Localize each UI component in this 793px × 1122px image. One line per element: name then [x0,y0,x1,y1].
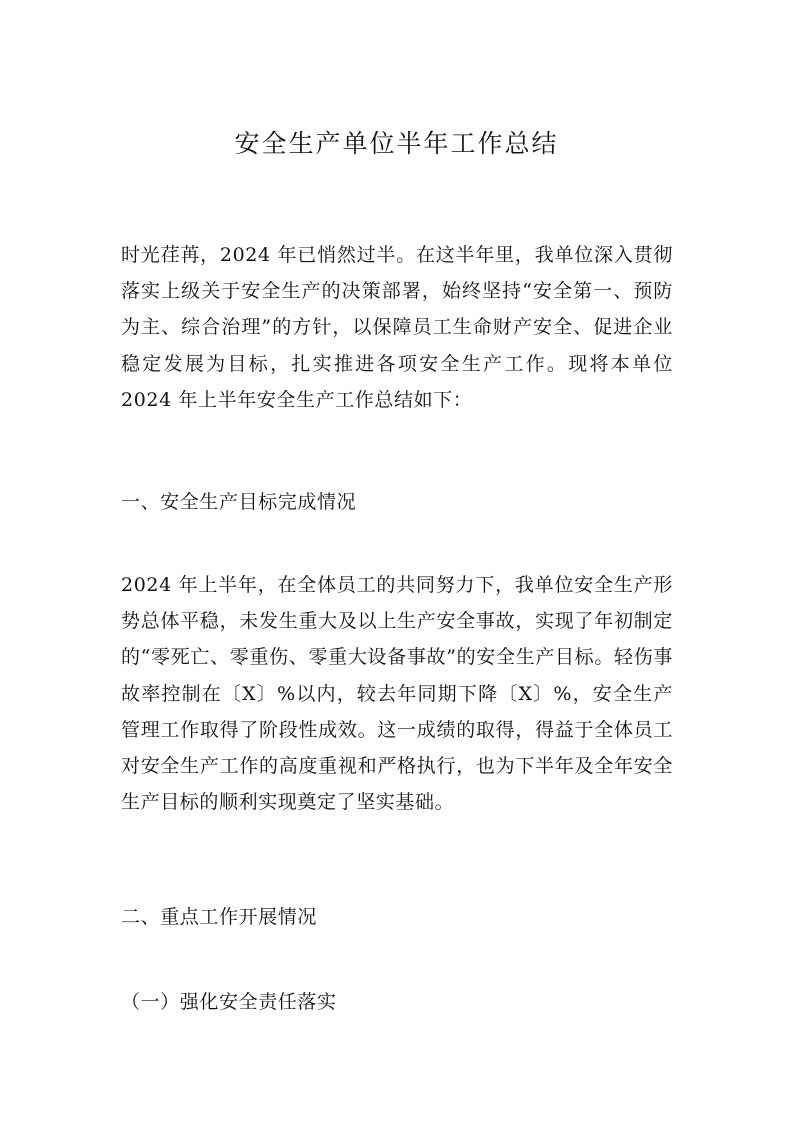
document-title: 安全生产单位半年工作总结 [234,129,559,158]
section-1-heading: 一、安全生产目标完成情况 [121,491,357,513]
section-2-subheading-1: （一）强化安全责任落实 [121,991,337,1013]
intro-paragraph: 时光荏苒，2024 年已悄然过半。在这半年里，我单位深入贯彻落实上级关于安全生产的决策部署，始终坚持“安全第一、预防为主、综合治理”的方针，以保障员工生命财产安全、促进企业稳定发展为目标，扎实推进各项安全生产工作。现将本单位 2024 年上半年安全生产工作总结如下： [121,244,673,411]
section-2-heading: 二、重点工作开展情况 [121,906,318,928]
section-1-body: 2024 年上半年，在全体员工的共同努力下，我单位安全生产形势总体平稳，未发生重大及以上生产安全事故，实现了年初制定的“零死亡、零重伤、零重大设备事故”的安全生产目标。轻伤事故率控制在〔X〕%以内，较去年同期下降〔X〕%，安全生产管理工作取得了阶段性成效。这一成绩的取得，得益于全体员工对安全生产工作的高度重视和严格执行，也为下半年及全年安全生产目标的顺利实现奠定了坚实基础。 [121,574,673,814]
